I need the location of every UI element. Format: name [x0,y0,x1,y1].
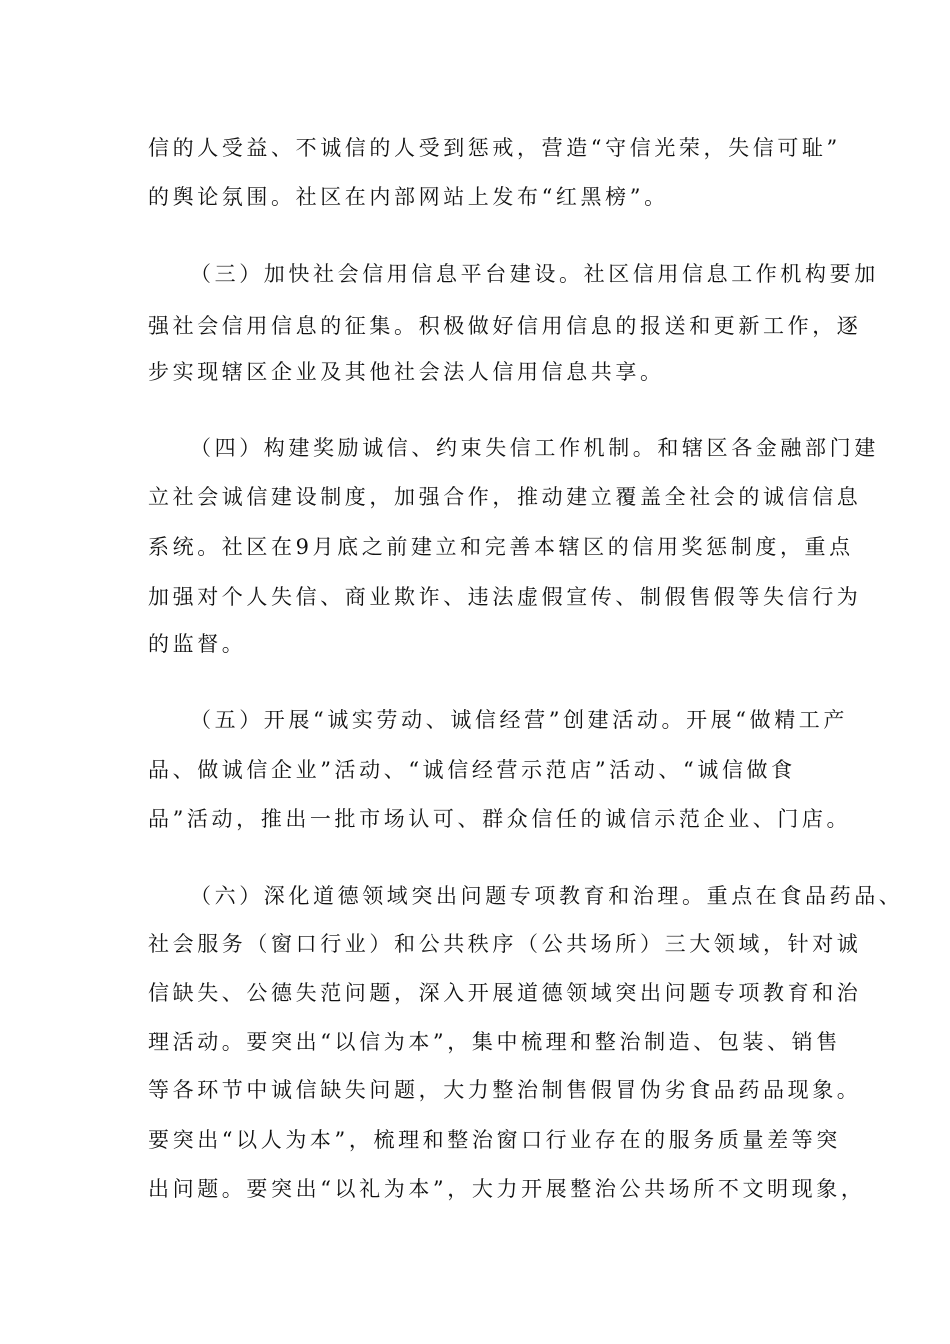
text-line: 信缺失、公德失范问题，深入开展道德领域突出问题专项教育和治 [148,981,862,1005]
text-line: 出问题。要突出“以礼为本”，大力开展整治公共场所不文明现象， [148,1177,866,1201]
text-line: 品、做诚信企业”活动、“诚信经营示范店”活动、“诚信做食 [148,758,796,782]
paragraph-heading-line: （四）构建奖励诚信、约束失信工作机制。和辖区各金融部门建 [190,436,879,460]
text-line: 立社会诚信建设制度，加强合作，推动建立覆盖全社会的诚信信息 [148,485,862,509]
text-line: 社会服务（窗口行业）和公共秩序（公共场所）三大领域，针对诚 [148,932,862,956]
text-line: 强社会信用信息的征集。积极做好信用信息的报送和更新工作，逐 [148,314,862,338]
text-line: 要突出“以人为本”，梳理和整治窗口行业存在的服务质量差等突 [148,1128,841,1152]
paragraph-heading-line: （六）深化道德领域突出问题专项教育和治理。重点在食品药品、 [190,884,904,908]
text-line: 的舆论氛围。社区在内部网站上发布“红黑榜”。 [148,185,669,209]
text-line: 加强对个人失信、商业欺诈、违法虚假宣传、制假售假等失信行为 [148,585,862,609]
text-line: 信的人受益、不诚信的人受到惩戒，营造“守信光荣，失信可耻” [148,136,841,160]
text-line: 系统。社区在9月底之前建立和完善本辖区的信用奖惩制度，重点 [148,535,854,559]
text-line: 的监督。 [148,632,247,656]
text-line: 等各环节中诚信缺失问题，大力整治制售假冒伪劣食品药品现象。 [148,1078,862,1102]
text-line: 理活动。要突出“以信为本”，集中梳理和整治制造、包装、销售 [148,1030,841,1054]
paragraph-heading-line: （三）加快社会信用信息平台建设。社区信用信息工作机构要加 [190,262,879,286]
text-line: 品”活动，推出一批市场认可、群众信任的诚信示范企业、门店。 [148,807,852,831]
paragraph-heading-line: （五）开展“诚实劳动、诚信经营”创建活动。开展“做精工产 [190,708,849,732]
text-line: 步实现辖区企业及其他社会法人信用信息共享。 [148,360,665,384]
